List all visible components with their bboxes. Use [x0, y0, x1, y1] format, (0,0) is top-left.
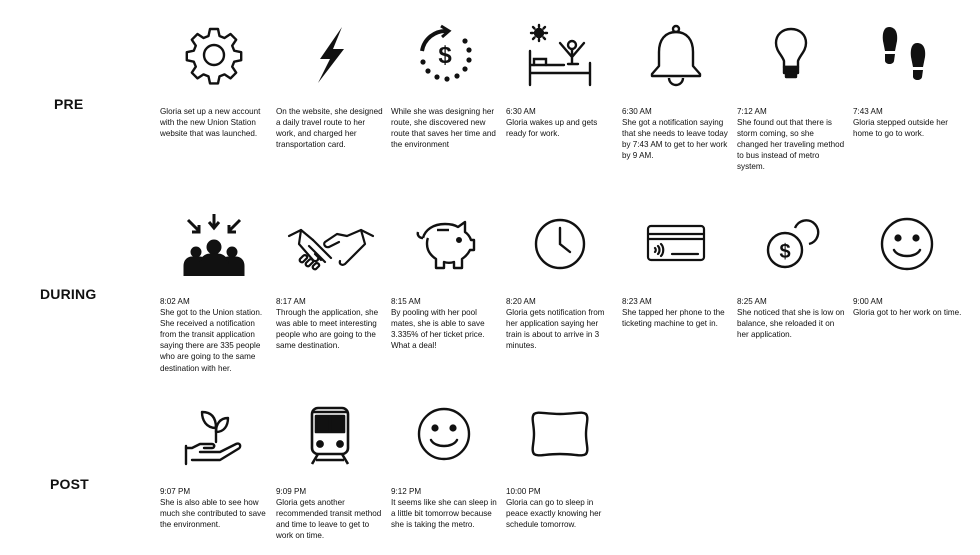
step-text: On the website, she designed a daily travel route to her work, and charged her transportation card. — [276, 107, 383, 150]
smiley-icon — [875, 212, 939, 276]
step-text: 9:00 AM Gloria got to her work on time. — [853, 297, 962, 318]
step-text: 8:15 AM By pooling with her pool mates, she is able to save 3.335% of her ticket price. What a deal! — [391, 297, 485, 351]
svg-text:$: $ — [438, 42, 452, 69]
step-text: 6:30 AM She got a notification saying that she needs to leave today by 7:43 AM to get to her work by 9 AM. — [622, 107, 728, 161]
train-icon — [298, 402, 362, 466]
step-text: 9:09 PM Gloria gets another recommended transit method and time to leave to get to work on time. — [276, 487, 382, 541]
lightbulb-icon — [759, 23, 823, 87]
lightning-icon — [298, 23, 362, 87]
hand-plant-icon — [182, 402, 246, 466]
step-text: While she was designing her route, she discovered new route that saves her time and the environment — [391, 107, 496, 150]
smiley-icon — [412, 402, 476, 466]
crowd-icon — [182, 212, 246, 276]
phase-label-post: POST — [50, 476, 89, 492]
handshake-icon — [287, 212, 375, 276]
contactless-card-icon — [644, 212, 708, 276]
step-text: Gloria set up a new account with the new Union Station website that was launched. — [160, 107, 261, 139]
pillow-icon — [528, 402, 592, 466]
phase-label-pre: PRE — [54, 96, 84, 112]
footprints-icon — [875, 23, 939, 87]
wake-up-bed-icon — [528, 23, 592, 87]
dollar-cycle-icon — [413, 23, 477, 87]
clock-icon — [528, 212, 592, 276]
step-text: 9:07 PM She is also able to see how much she contributed to save the environment. — [160, 487, 266, 530]
step-text: 8:25 AM She noticed that she is low on balance, she reloaded it on her application. — [737, 297, 845, 340]
step-text: 8:23 AM She tapped her phone to the ticketing machine to get in. — [622, 297, 725, 329]
step-text: 7:43 AM Gloria stepped outside her home to go to work. — [853, 107, 948, 139]
step-text: 8:17 AM Through the application, she was able to meet interesting people who are going to the same destination. — [276, 297, 379, 351]
step-text: 9:12 PM It seems like she can sleep in a little bit tomorrow because she is taking the metro. — [391, 487, 497, 530]
piggy-bank-icon — [413, 212, 477, 276]
step-text: 8:20 AM Gloria gets notification from her application saying her train is about to arrive in 3 minutes. — [506, 297, 605, 351]
step-text: 6:30 AM Gloria wakes up and gets ready for work. — [506, 107, 598, 139]
gear-icon — [182, 23, 246, 87]
bell-icon — [644, 23, 708, 87]
coins-icon — [759, 212, 823, 276]
phase-label-during: DURING — [40, 286, 97, 302]
step-text: 7:12 AM She found out that there is storm coming, so she changed her traveling method to bus instead of metro system. — [737, 107, 845, 172]
svg-text:$: $ — [779, 241, 791, 263]
step-text: 8:02 AM She got to the Union station. She received a notification from the transit application saying there are 335 people who are going to the same destination with her. — [160, 297, 263, 373]
step-text: 10:00 PM Gloria can go to sleep in peace exactly knowing her schedule tomorrow. — [506, 487, 602, 530]
